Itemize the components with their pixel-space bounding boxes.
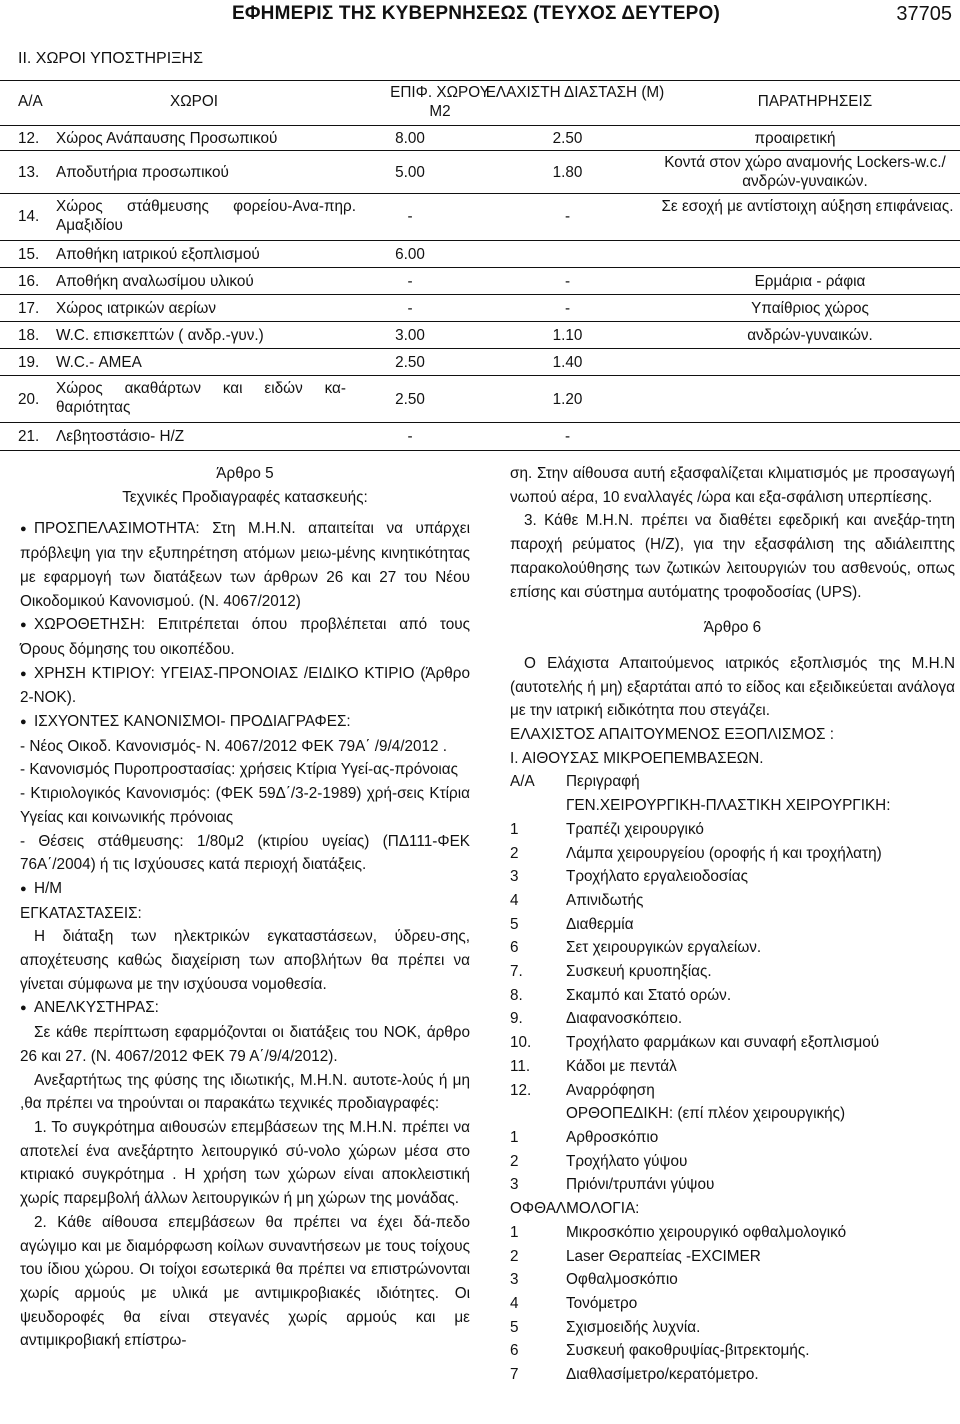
paragraph <box>20 877 470 902</box>
list-item-no: 6 <box>510 939 519 957</box>
list-item-desc: Διαθερμία <box>566 915 634 933</box>
row-name: W.C.- ΑΜΕΑ <box>56 354 142 371</box>
row-name: Χώρος στάθμευσης φορείου-Ανα-πηρ. Αμαξιδίου <box>56 198 356 234</box>
list-item <box>510 1363 955 1387</box>
list-item-desc: Laser Θεραπείας -EXCIMER <box>566 1247 761 1265</box>
group-title: ΟΦΘΑΛΜΟΛΟΓΙΑ: <box>510 1200 640 1218</box>
paragraph: ση. Στην αίθουσα αυτή εξασφαλίζεται κλιματισμός με προσαγωγή νωπού αέρα, 10 εναλλαγές /ώρα και εξα-σφάλιση υπερπίεσης. <box>510 465 955 506</box>
row-no: 16. <box>18 273 40 290</box>
table-row <box>0 375 960 422</box>
table-row <box>0 240 960 267</box>
list-item-no: 7 <box>510 1366 519 1384</box>
table-row <box>0 267 960 294</box>
list-item <box>510 913 955 937</box>
row-no: 17. <box>18 300 40 317</box>
paragraph <box>20 710 470 735</box>
article-6-title: Άρθρο 6 <box>703 619 762 637</box>
group-title: ΓΕΝ.ΧΕΙΡΟΥΡΓΙΚΗ-ΠΛΑΣΤΙΚΗ ΧΕΙΡΟΥΡΓΙΚΗ: <box>566 797 891 815</box>
row-name: Χώρος ακαθάρτων και ειδών κα-θαριότητας <box>56 380 346 416</box>
header-remarks: ΠΑΡΑΤΗΡΗΣΕΙΣ <box>757 93 873 110</box>
list-item-desc: Τονόμετρο <box>566 1294 638 1312</box>
list-item-no: 2 <box>510 844 519 862</box>
row-area: - <box>407 300 413 317</box>
list-item-no: 2 <box>510 1152 519 1170</box>
list-item-desc: Διαφανοσκόπειο. <box>566 1010 683 1028</box>
header-min-dimension: ΕΛΑΧΙΣΤΗ ΔΙΑΣΤΑΣΗ (Μ) <box>485 84 665 101</box>
list-item-desc: Τραπέζι χειρουργικό <box>566 820 704 838</box>
paragraph: Η διάταξη των ηλεκτρικών εγκαταστάσεων, ύδρευ-σης, αποχέτευσης καθώς διαχείριση των αποβλήτων θα πρέπει να γίνεται σύμφωνα με την ισχύουσα νομοθεσία. <box>20 928 470 993</box>
table-row <box>0 150 960 193</box>
row-min: 2.50 <box>552 130 583 147</box>
list-item <box>510 984 955 1008</box>
equipment-heading: ΕΛΑΧΙΣΤΟΣ ΑΠΑΙΤΟΥΜΕΝΟΣ ΕΞΟΠΛΙΣΜΟΣ : <box>510 726 834 744</box>
equipment-subheading: Ι. ΑΙΘΟΥΣΑΣ ΜΙΚΡΟΕΠΕΜΒΑΣΕΩΝ. <box>510 749 764 767</box>
row-min: - <box>564 300 571 317</box>
list-item-no: 4 <box>510 1294 519 1312</box>
page-number: 37705 <box>896 3 952 25</box>
row-name: Αποδυτήρια προσωπικού <box>56 164 229 181</box>
row-min: 1.10 <box>552 327 583 344</box>
row-area: - <box>407 208 413 225</box>
table-header-row <box>0 80 960 125</box>
paragraph: - Θέσεις στάθμευσης: 1/80μ2 (κτιρίου υγείας) (ΠΔ111-ΦΕΚ 76Α΄/2004) ή τις Ισχύουσες κατά περιοχή διατάξεις. <box>20 832 470 874</box>
list-item-no: 2 <box>510 1247 519 1265</box>
row-area: - <box>407 273 413 290</box>
row-min: - <box>564 428 571 445</box>
table-row <box>0 348 960 375</box>
list-item <box>510 960 955 984</box>
paragraph: - Νέος Οικοδ. Κανονισμός- Ν. 4067/2012 ΦΕΚ 79Α΄ /9/4/2012 . <box>20 737 447 755</box>
row-no: 20. <box>18 391 40 408</box>
list-item-no: 3 <box>510 1271 519 1289</box>
list-item-no: 9. <box>510 1010 523 1028</box>
row-min: - <box>564 273 571 290</box>
paragraph: 2. Κάθε αίθουσα επεμβάσεων θα πρέπει να έχει δά-πεδο αγώγιμο και με διαμόρφωση κοίλων συναντήσεων με τους τοίχους του ίδιου χώρου. Οι τοίχοι εσωτερικά θα πρέπει να επιστρώνονται χωρίς αρμούς με υλικά με αντιμικροβιακές ιδιότητες. Οι ψευδοροφές θα είναι στεγανές χωρίς αρμούς και με αντιμικροβιακή επίστρω- <box>20 1213 470 1350</box>
header-spaces: ΧΩΡΟΙ <box>170 93 218 110</box>
equipment-list-general-surgery <box>510 818 955 1102</box>
list-item-desc: Λάμπα χειρουργείου (οροφής ή και τροχήλατη) <box>566 844 882 862</box>
table-row <box>0 193 960 240</box>
paragraph <box>20 517 470 613</box>
paragraph: Ο Ελάχιστα Απαιτούμενος ιατρικός εξοπλισμός της Μ.Η.Ν (αυτοτελής ή μη) εξαρτάται από το είδος και εξειδικεύεται ανάλογα με την ιατρική ειδικότητα που στεγάζει. <box>510 654 955 720</box>
list-item-desc: Σκαμπό και Στατό ορών. <box>566 986 732 1004</box>
list-item-no: 1 <box>510 820 519 838</box>
paragraph: - Κτιριολογικός Κανονισμός: (ΦΕΚ 59Δ΄/3-2-1989) χρή-σεις Κτίρια Υγείας και κοινωνικής πρόνοιας <box>20 785 470 826</box>
list-item <box>510 1007 955 1031</box>
row-note: Κοντά στον χώρο αναμονής Lockers-w.c./ανδρών-γυναικών. <box>664 154 946 190</box>
bullet-icon <box>20 880 34 897</box>
row-no: 14. <box>18 208 40 225</box>
row-name: Λεβητοστάσιο- Η/Ζ <box>56 428 185 445</box>
row-name: Χώρος ιατρικών αερίων <box>56 300 217 317</box>
bullet-icon <box>20 999 34 1016</box>
list-item <box>510 1339 955 1363</box>
header-no: Α/Α <box>18 93 43 110</box>
table-row <box>0 294 960 321</box>
list-item-no: 3 <box>510 868 519 886</box>
section-title: ΙΙ. ΧΩΡΟΙ ΥΠΟΣΤΗΡΙΞΗΣ <box>18 50 203 67</box>
list-item <box>510 818 955 842</box>
row-note: Ερμάρια - ράφια <box>754 273 866 290</box>
row-area: 2.50 <box>395 354 425 371</box>
equipment-list-ophthalmology <box>510 1221 955 1387</box>
list-item-no: 8. <box>510 986 523 1004</box>
list-item <box>510 1173 955 1197</box>
paragraph: - Κανονισμός Πυροπροστασίας: χρήσεις Κτίρια Υγεί-ας-πρόνοιας <box>20 761 458 779</box>
row-no: 13. <box>18 164 40 181</box>
list-item-no: 11. <box>510 1057 531 1075</box>
row-area: - <box>407 428 413 445</box>
list-item-no: 5 <box>510 915 519 933</box>
list-item <box>510 889 955 913</box>
list-item <box>510 1079 955 1103</box>
table-row <box>0 125 960 150</box>
row-area: 5.00 <box>395 164 425 181</box>
list-item-no: 4 <box>510 891 519 909</box>
list-item-desc: Διαθλασίμετρο/κερατόμετρο. <box>566 1366 759 1384</box>
list-item-desc: Τροχήλατο εργαλειοδοσίας <box>566 868 748 886</box>
list-item-no: 3 <box>510 1176 519 1194</box>
row-area: 6.00 <box>395 246 425 263</box>
gazette-title: ΕΦΗΜΕΡΙΣ ΤΗΣ ΚΥΒΕΡΝΗΣΕΩΣ (ΤΕΥΧΟΣ ΔΕΥΤΕΡΟ) <box>232 3 720 24</box>
list-item-desc: Συσκευή κρυοπηξίας. <box>566 963 712 981</box>
bullet-icon <box>20 665 34 682</box>
row-min: 1.20 <box>552 391 583 408</box>
table-row <box>0 321 960 348</box>
list-item <box>510 1268 955 1292</box>
list-item-desc: Αναρρόφηση <box>566 1081 655 1099</box>
list-item <box>510 1245 955 1269</box>
list-item-desc: Πριόνι/τρυπάνι γύψου <box>566 1176 715 1194</box>
list-item-desc: Τροχήλατο γύψου <box>566 1152 688 1170</box>
row-no: 19. <box>18 354 40 371</box>
bullet-icon <box>20 713 34 730</box>
row-no: 18. <box>18 327 40 344</box>
row-min: 1.80 <box>552 164 583 181</box>
list-item-no: 7. <box>510 963 523 981</box>
row-note: Υπαίθριος χώρος <box>751 300 869 317</box>
list-item <box>510 1316 955 1340</box>
row-note: ανδρών-γυναικών. <box>747 327 873 344</box>
row-note: Σε εσοχή με αντίστοιχη αύξηση επιφάνειας. <box>661 198 954 215</box>
list-item-no: 1 <box>510 1223 519 1241</box>
paragraph <box>20 662 470 710</box>
table-row <box>0 422 960 451</box>
list-item-no: 10. <box>510 1034 532 1052</box>
equipment-list-orthopedics <box>510 1126 955 1197</box>
paragraph-text: ΧΡΗΣΗ ΚΤΙΡΙΟΥ: ΥΓΕΙΑΣ-ΠΡΟΝΟΙΑΣ /ΕΙΔΙΚΟ ΚΤΙΡΙΟ (Άρθρο 2-ΝΟΚ). <box>20 664 470 707</box>
paragraph-text: Η/Μ <box>34 879 63 897</box>
article-5-title: Άρθρο 5 <box>216 465 274 482</box>
list-item-desc: Σετ χειρουργικών εργαλείων. <box>566 939 762 957</box>
list-item <box>510 1031 955 1055</box>
list-item <box>510 1126 955 1150</box>
list-item-no: 1 <box>510 1128 519 1146</box>
row-area: 3.00 <box>395 327 425 344</box>
row-no: 12. <box>18 130 40 147</box>
list-header <box>510 770 955 794</box>
list-header-desc: Περιγραφή <box>566 773 640 791</box>
list-item <box>510 1221 955 1245</box>
list-item <box>510 936 955 960</box>
row-min: 1.40 <box>552 354 583 371</box>
paragraph-text: ΧΩΡΟΘΕΤΗΣΗ: Επιτρέπεται όπου προβλέπεται από τους Όρους δόμησης του οικοπέδου. <box>20 616 470 658</box>
list-item-desc: Συσκευή φακοθρυψίας-βιτρεκτομής. <box>566 1342 810 1360</box>
list-item-desc: Οφθαλμοσκόπιο <box>566 1271 678 1289</box>
row-min: - <box>564 208 571 225</box>
list-item-no: 5 <box>510 1318 519 1336</box>
bullet-icon <box>20 616 34 633</box>
bullet-icon <box>20 520 34 537</box>
header-area: ΕΠΙΦ. ΧΩΡΟΥ Μ2 <box>390 84 490 120</box>
row-no: 15. <box>18 246 40 263</box>
group-title: ΟΡΘΟΠΕΔΙΚΗ: (επί πλέον χειρουργικής) <box>566 1105 846 1123</box>
list-item-no: 6 <box>510 1342 519 1360</box>
list-item-no: 12. <box>510 1081 532 1099</box>
page-header <box>0 0 960 30</box>
list-item <box>510 842 955 866</box>
list-item-desc: Τροχήλατο φαρμάκων και συναφή εξοπλισμού <box>566 1034 880 1052</box>
paragraph: 3. Κάθε Μ.Η.Ν. πρέπει να διαθέτει εφεδρική και ανεξάρ-τητη παροχή ρεύματος (Η/Ζ), για την εξασφάλιση της αδιάλειπτης παρακολούθησης των ζωτικών λειτουργιών του ασθενούς, οπως επίσης και σύστημα αυτόματης τροφοδοσίας (UPS). <box>510 512 955 601</box>
paragraph: 1. Το συγκρότημα αιθουσών επεμβάσεων της Μ.Η.Ν. πρέπει να αποτελεί ένα ανεξάρτητο λειτουργικό σύ-νολο χώρων μέσα στο κτιριακό συγκρότημα . Η χρήση των χώρων είναι αποκλειστική χωρίς παρεμβολή άλλων λειτουργικών ή μη χώρων της μονάδας. <box>20 1118 470 1208</box>
right-column <box>510 462 955 1387</box>
row-name: Χώρος Ανάπαυσης Προσωπικού <box>56 130 278 147</box>
support-spaces-table <box>0 80 960 451</box>
list-item-desc: Μικροσκόπιο χειρουργικό οφθαλμολογικό <box>566 1223 847 1241</box>
row-area: 8.00 <box>395 130 425 147</box>
paragraph: ΕΓΚΑΤΑΣΤΑΣΕΙΣ: <box>20 904 142 922</box>
row-note: προαιρετική <box>754 130 836 147</box>
paragraph-text: ΑΝΕΛΚΥΣΤΗΡΑΣ: <box>34 999 159 1017</box>
paragraph-text: ΠΡΟΣΠΕΛΑΣΙΜΟΤΗΤΑ: Στη Μ.Η.Ν. απαιτείται να υπάρχει πρόβλεψη για την εξυπηρέτηση ατόμων μειω-μένης κινητικότητας με εφαρμογή των διατάξεων των άρθρων 26 και 27 του Νέου Οικοδομικού Κανονισμού. (Ν. 4067/2012) <box>20 520 470 610</box>
row-name: W.C. επισκεπτών ( ανδρ.-γυν.) <box>56 327 264 344</box>
paragraph-text: ΙΣΧΥΟΝΤΕΣ ΚΑΝΟΝΙΣΜΟΙ- ΠΡΟΔΙΑΓΡΑΦΕΣ: <box>34 713 351 731</box>
left-column <box>20 462 470 1353</box>
list-item-desc: Κάδοι με πεντάλ <box>566 1057 677 1075</box>
paragraph <box>20 613 470 661</box>
row-no: 21. <box>18 428 40 445</box>
paragraph: Ανεξαρτήτως της φύσης της ιδιωτικής, Μ.Η.Ν. αυτοτε-λούς ή μη ,θα πρέπει να τηρούνται οι παρακάτω τεχνικές προδιαγραφές: <box>20 1071 470 1113</box>
list-item <box>510 865 955 889</box>
paragraph <box>20 996 470 1021</box>
article-5-subtitle: Τεχνικές Προδιαγραφές κατασκευής: <box>122 488 368 506</box>
row-area: 2.50 <box>395 391 425 408</box>
list-item <box>510 1055 955 1079</box>
list-item <box>510 1150 955 1174</box>
row-name: Αποθήκη αναλωσίμου υλικού <box>56 273 254 290</box>
list-item-desc: Απινιδωτής <box>566 891 644 909</box>
list-item-desc: Αρθροσκόπιο <box>566 1128 659 1146</box>
list-item <box>510 1292 955 1316</box>
list-item-desc: Σχισμοειδής λυχνία. <box>566 1318 701 1336</box>
paragraph: Σε κάθε περίπτωση εφαρμόζονται οι διατάξεις του ΝΟΚ, άρθρο 26 και 27. (Ν. 4067/2012 ΦΕΚ 79 Α΄/9/4/2012). <box>20 1024 470 1065</box>
row-name: Αποθήκη ιατρικού εξοπλισμού <box>56 246 260 263</box>
list-header-no: Α/Α <box>510 773 535 791</box>
